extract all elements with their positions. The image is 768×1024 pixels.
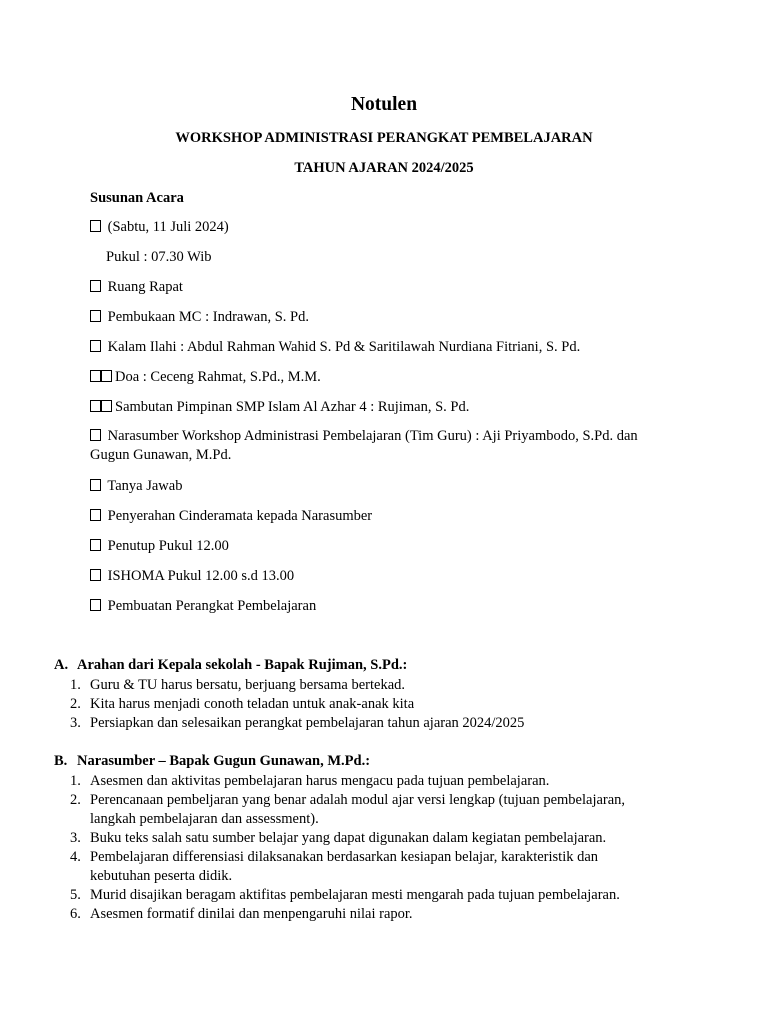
agenda-item-opening: Pembukaan MC : Indrawan, S. Pd. [90,308,680,327]
bullet-icon [90,569,101,581]
section-b-list [70,772,650,924]
list-item: 1. Guru & TU harus bersatu, berjuang bersama bertekad. [70,677,405,693]
list-item: 1. Asesmen dan aktivitas pembelajaran harus mengacu pada tujuan pembelajaran. [70,773,550,789]
document-subtitle-year: TAHUN AJARAN 2024/2025 [294,160,474,176]
agenda-item-narasumber: Narasumber Workshop Administrasi Pembelajaran (Tim Guru) : Aji Priyambodo, S.Pd. dan Gugun Gunawan, M.Pd. [90,428,638,463]
list-item: 3. Buku teks salah satu sumber belajar yang dapat digunakan dalam kegiatan pembelajaran. [70,830,607,846]
agenda-item-sambutan: Sambutan Pimpinan SMP Islam Al Azhar 4 : Rujiman, S. Pd. [90,398,680,417]
list-item: 4. Pembelajaran differensiasi dilaksanakan berdasarkan kesiapan belajar, karakteristik dan kebutuhan peserta didik. [70,849,599,884]
list-item: 6. Asesmen formatif dinilai dan menpengaruhi nilai rapor. [70,906,413,922]
bullet-icon [90,400,101,412]
agenda-item-pembuatan: Pembuatan Perangkat Pembelajaran [90,597,680,616]
agenda-item-date: (Sabtu, 11 Juli 2024) [90,218,680,237]
document-title: Notulen [350,94,418,115]
bullet-icon [90,539,101,551]
bullet-icon [101,370,112,382]
bullet-icon [90,429,101,441]
bullet-icon [90,340,101,352]
bullet-icon [90,310,101,322]
bullet-icon [90,599,101,611]
agenda-item-kalam-ilahi: Kalam Ilahi : Abdul Rahman Wahid S. Pd & Saritilawah Nurdiana Fitriani, S. Pd. [90,338,680,357]
bullet-icon [90,370,101,382]
bullet-icon [101,400,112,412]
agenda-item-cinderamata: Penyerahan Cinderamata kepada Narasumber [90,507,680,526]
agenda-item-tanya-jawab: Tanya Jawab [90,477,680,496]
agenda-heading: Susunan Acara [90,190,184,206]
bullet-icon [90,280,101,292]
section-a-heading: A. Arahan dari Kepala sekolah - Bapak Rujiman, S.Pd.: [54,657,408,673]
section-b-heading: B. Narasumber – Bapak Gugun Gunawan, M.Pd.: [54,753,371,769]
bullet-icon [90,509,101,521]
list-item: 3. Persiapkan dan selesaikan perangkat pembelajaran tahun ajaran 2024/2025 [70,715,525,731]
list-item: 5. Murid disajikan beragam aktifitas pembelajaran mesti mengarah pada tujuan pembelajaran. [70,887,620,903]
agenda-item-time: Pukul : 07.30 Wib [106,249,212,265]
bullet-icon [90,220,101,232]
agenda-item-room: Ruang Rapat [90,278,680,297]
bullet-icon [90,479,101,491]
document-subtitle-workshop: WORKSHOP ADMINISTRASI PERANGKAT PEMBELAJARAN [175,130,593,146]
section-a-list [70,676,690,733]
list-item: 2. Kita harus menjadi conoth teladan untuk anak-anak kita [70,696,415,712]
agenda-item-penutup: Penutup Pukul 12.00 [90,537,680,556]
agenda-item-ishoma: ISHOMA Pukul 12.00 s.d 13.00 [90,567,680,586]
agenda-item-doa: Doa : Ceceng Rahmat, S.Pd., M.M. [90,368,680,387]
list-item: 2. Perencanaan pembeljaran yang benar adalah modul ajar versi lengkap (tujuan pembelajaran, langkah pembelajaran dan assessment). [70,792,626,827]
